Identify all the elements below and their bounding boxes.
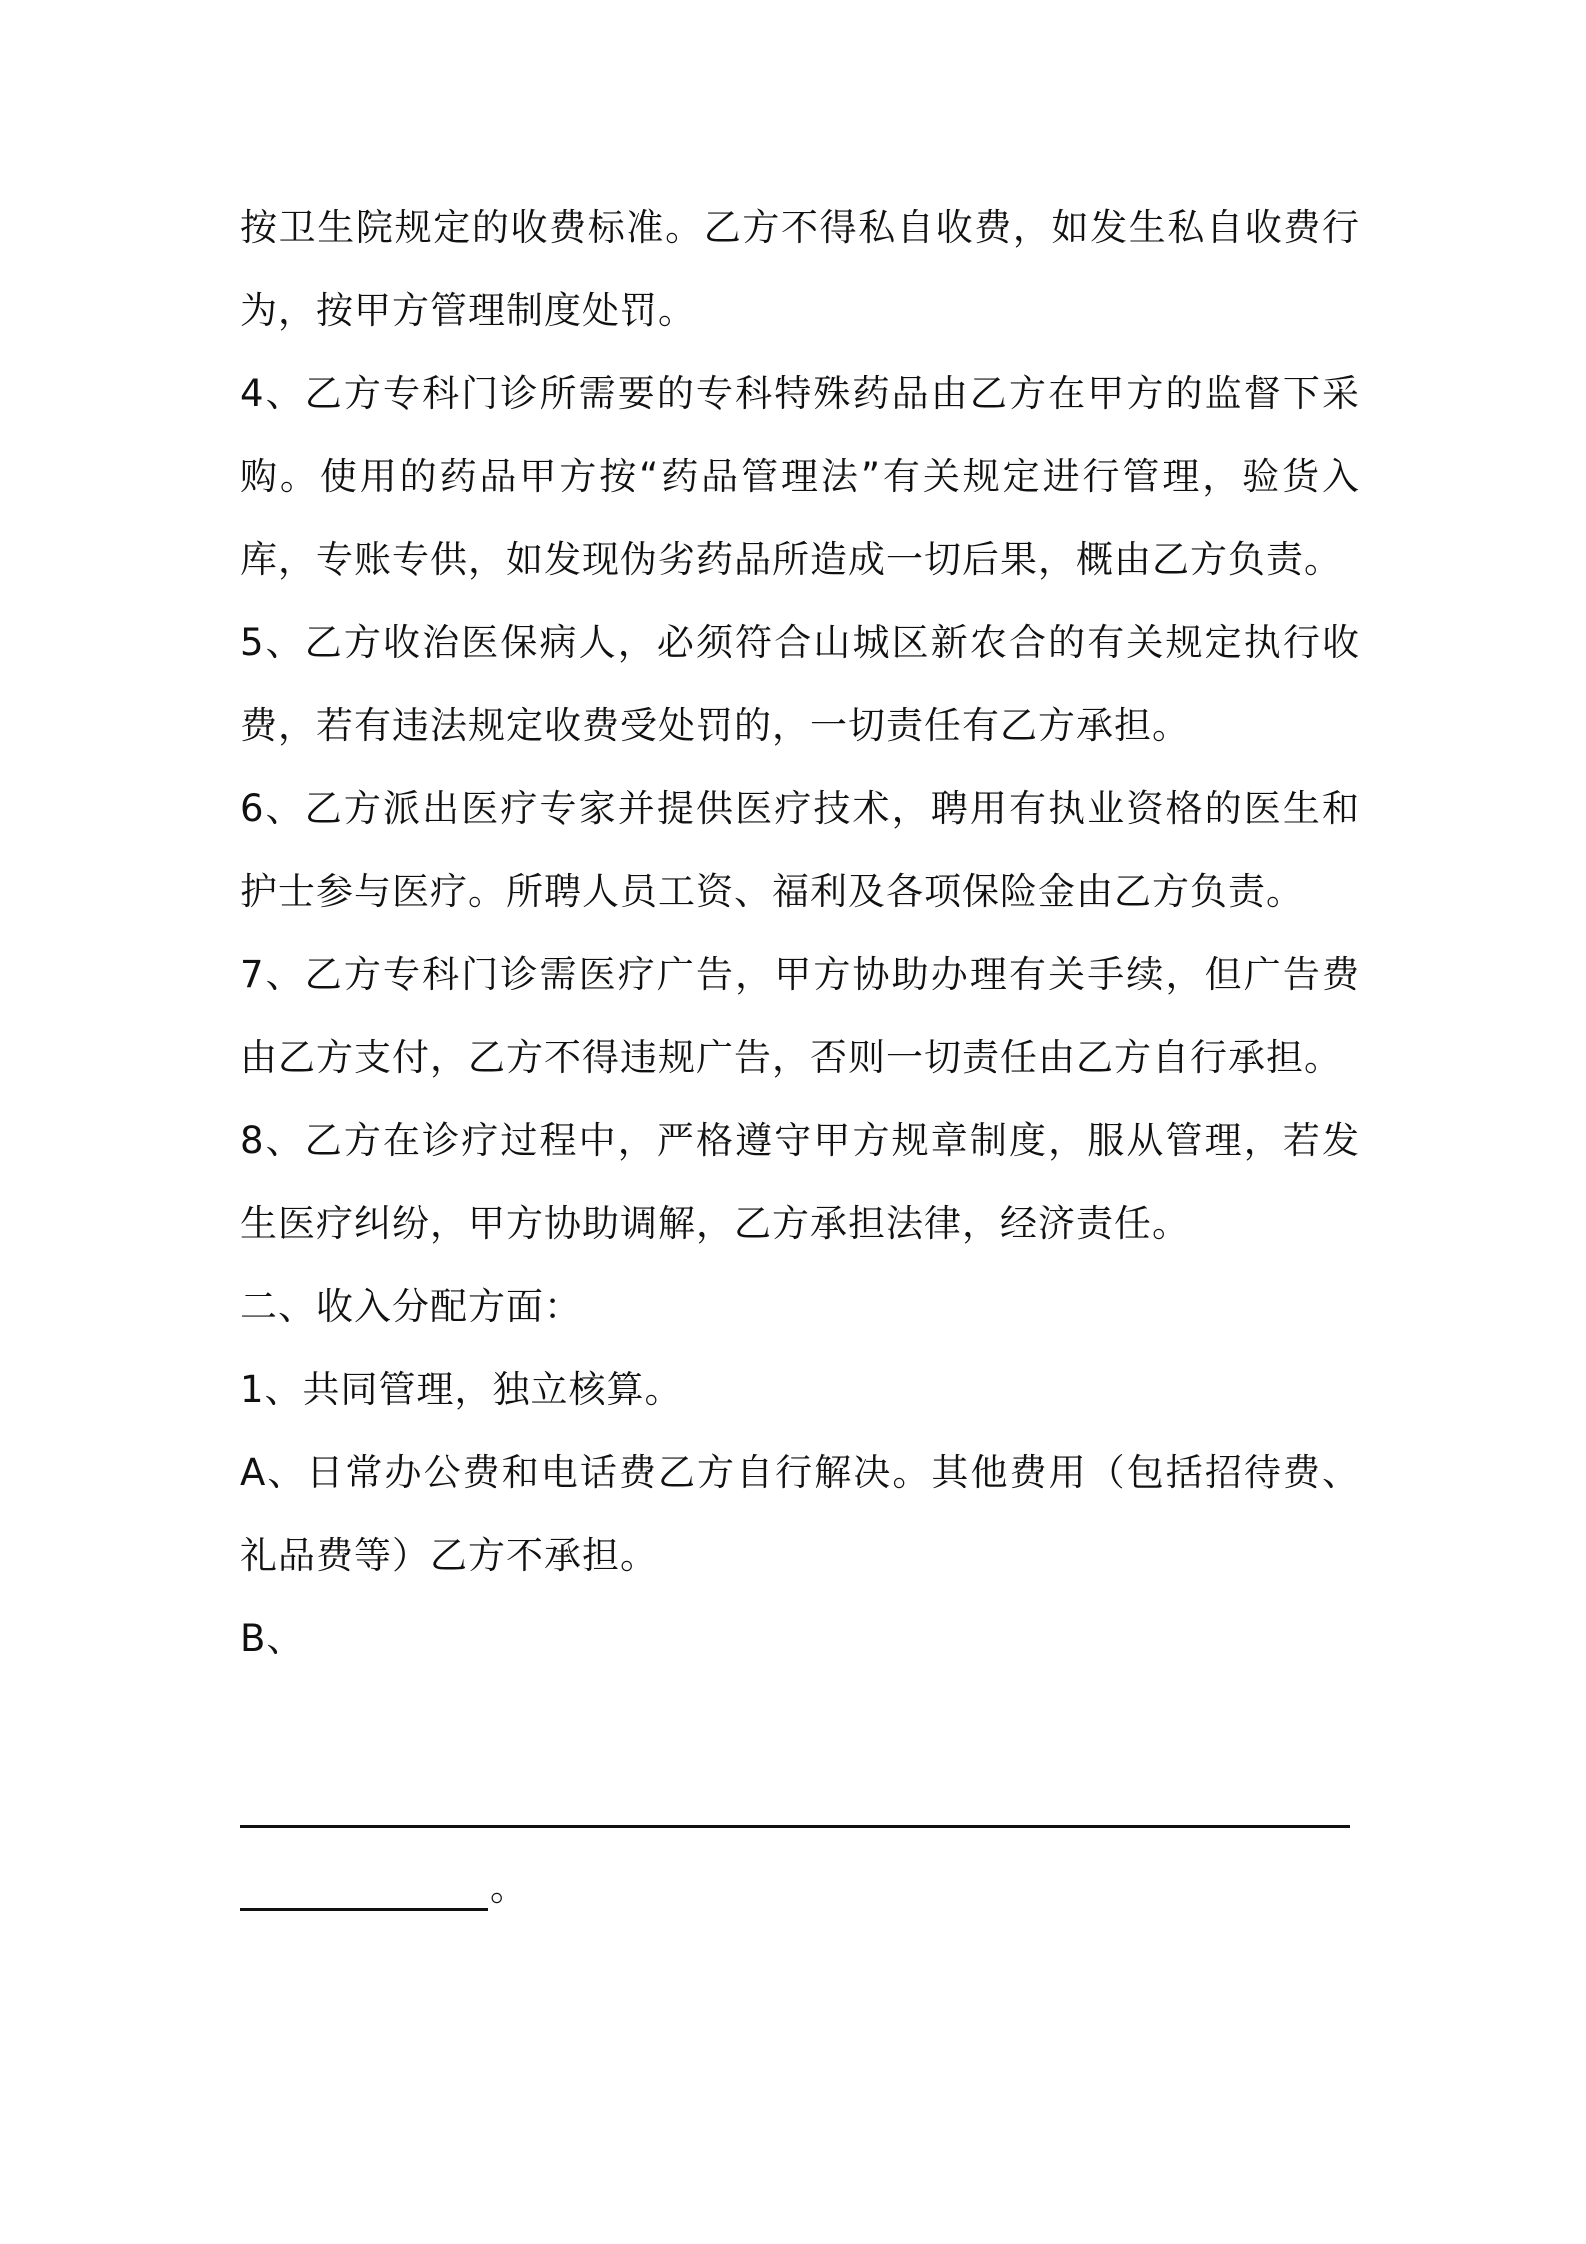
section-heading-income-distribution: 二、收入分配方面： bbox=[240, 1285, 582, 1328]
paragraph-item-a-expenses: A、日常办公费和电话费乙方自行解决。其他费用（包括招待费、礼品费等）乙方不承担。 bbox=[240, 1451, 1360, 1577]
paragraph-item-4: 4、乙方专科门诊所需要的专科特殊药品由乙方在甲方的监督下采购。使用的药品甲方按“药品管理法”有关规定进行管理，验货入库，专账专供，如发现伪劣药品所造成一切后果，概由乙方负责。 bbox=[240, 372, 1360, 581]
paragraph-item-b: B、 bbox=[240, 1617, 305, 1660]
paragraph-item-6: 6、乙方派出医疗专家并提供医疗技术，聘用有执业资格的医生和护士参与医疗。所聘人员工资、福利及各项保险金由乙方负责。 bbox=[240, 787, 1360, 913]
fill-in-blank bbox=[240, 1763, 1360, 1929]
end-period: 。 bbox=[490, 1866, 528, 1909]
paragraph-fee-standard: 按卫生院规定的收费标准。乙方不得私自收费，如发生私自收费行为，按甲方管理制度处罚。 bbox=[240, 206, 1360, 332]
paragraph-item-1-management: 1、共同管理，独立核算。 bbox=[240, 1368, 683, 1411]
blank-line-long bbox=[240, 1763, 1360, 1846]
paragraph-item-7: 7、乙方专科门诊需医疗广告，甲方协助办理有关手续，但广告费由乙方支付，乙方不得违规广告，否则一切责任由乙方自行承担。 bbox=[240, 953, 1360, 1079]
paragraph-item-5: 5、乙方收治医保病人，必须符合山城区新农合的有关规定执行收费，若有违法规定收费受处罚的，一切责任有乙方承担。 bbox=[240, 621, 1360, 747]
document-body bbox=[240, 186, 1360, 1929]
underline-long bbox=[240, 1825, 1350, 1828]
paragraph-item-8: 8、乙方在诊疗过程中，严格遵守甲方规章制度，服从管理，若发生医疗纠纷，甲方协助调解，乙方承担法律，经济责任。 bbox=[240, 1119, 1360, 1245]
underline-short bbox=[240, 1908, 488, 1911]
blank-line-short bbox=[240, 1846, 1360, 1929]
